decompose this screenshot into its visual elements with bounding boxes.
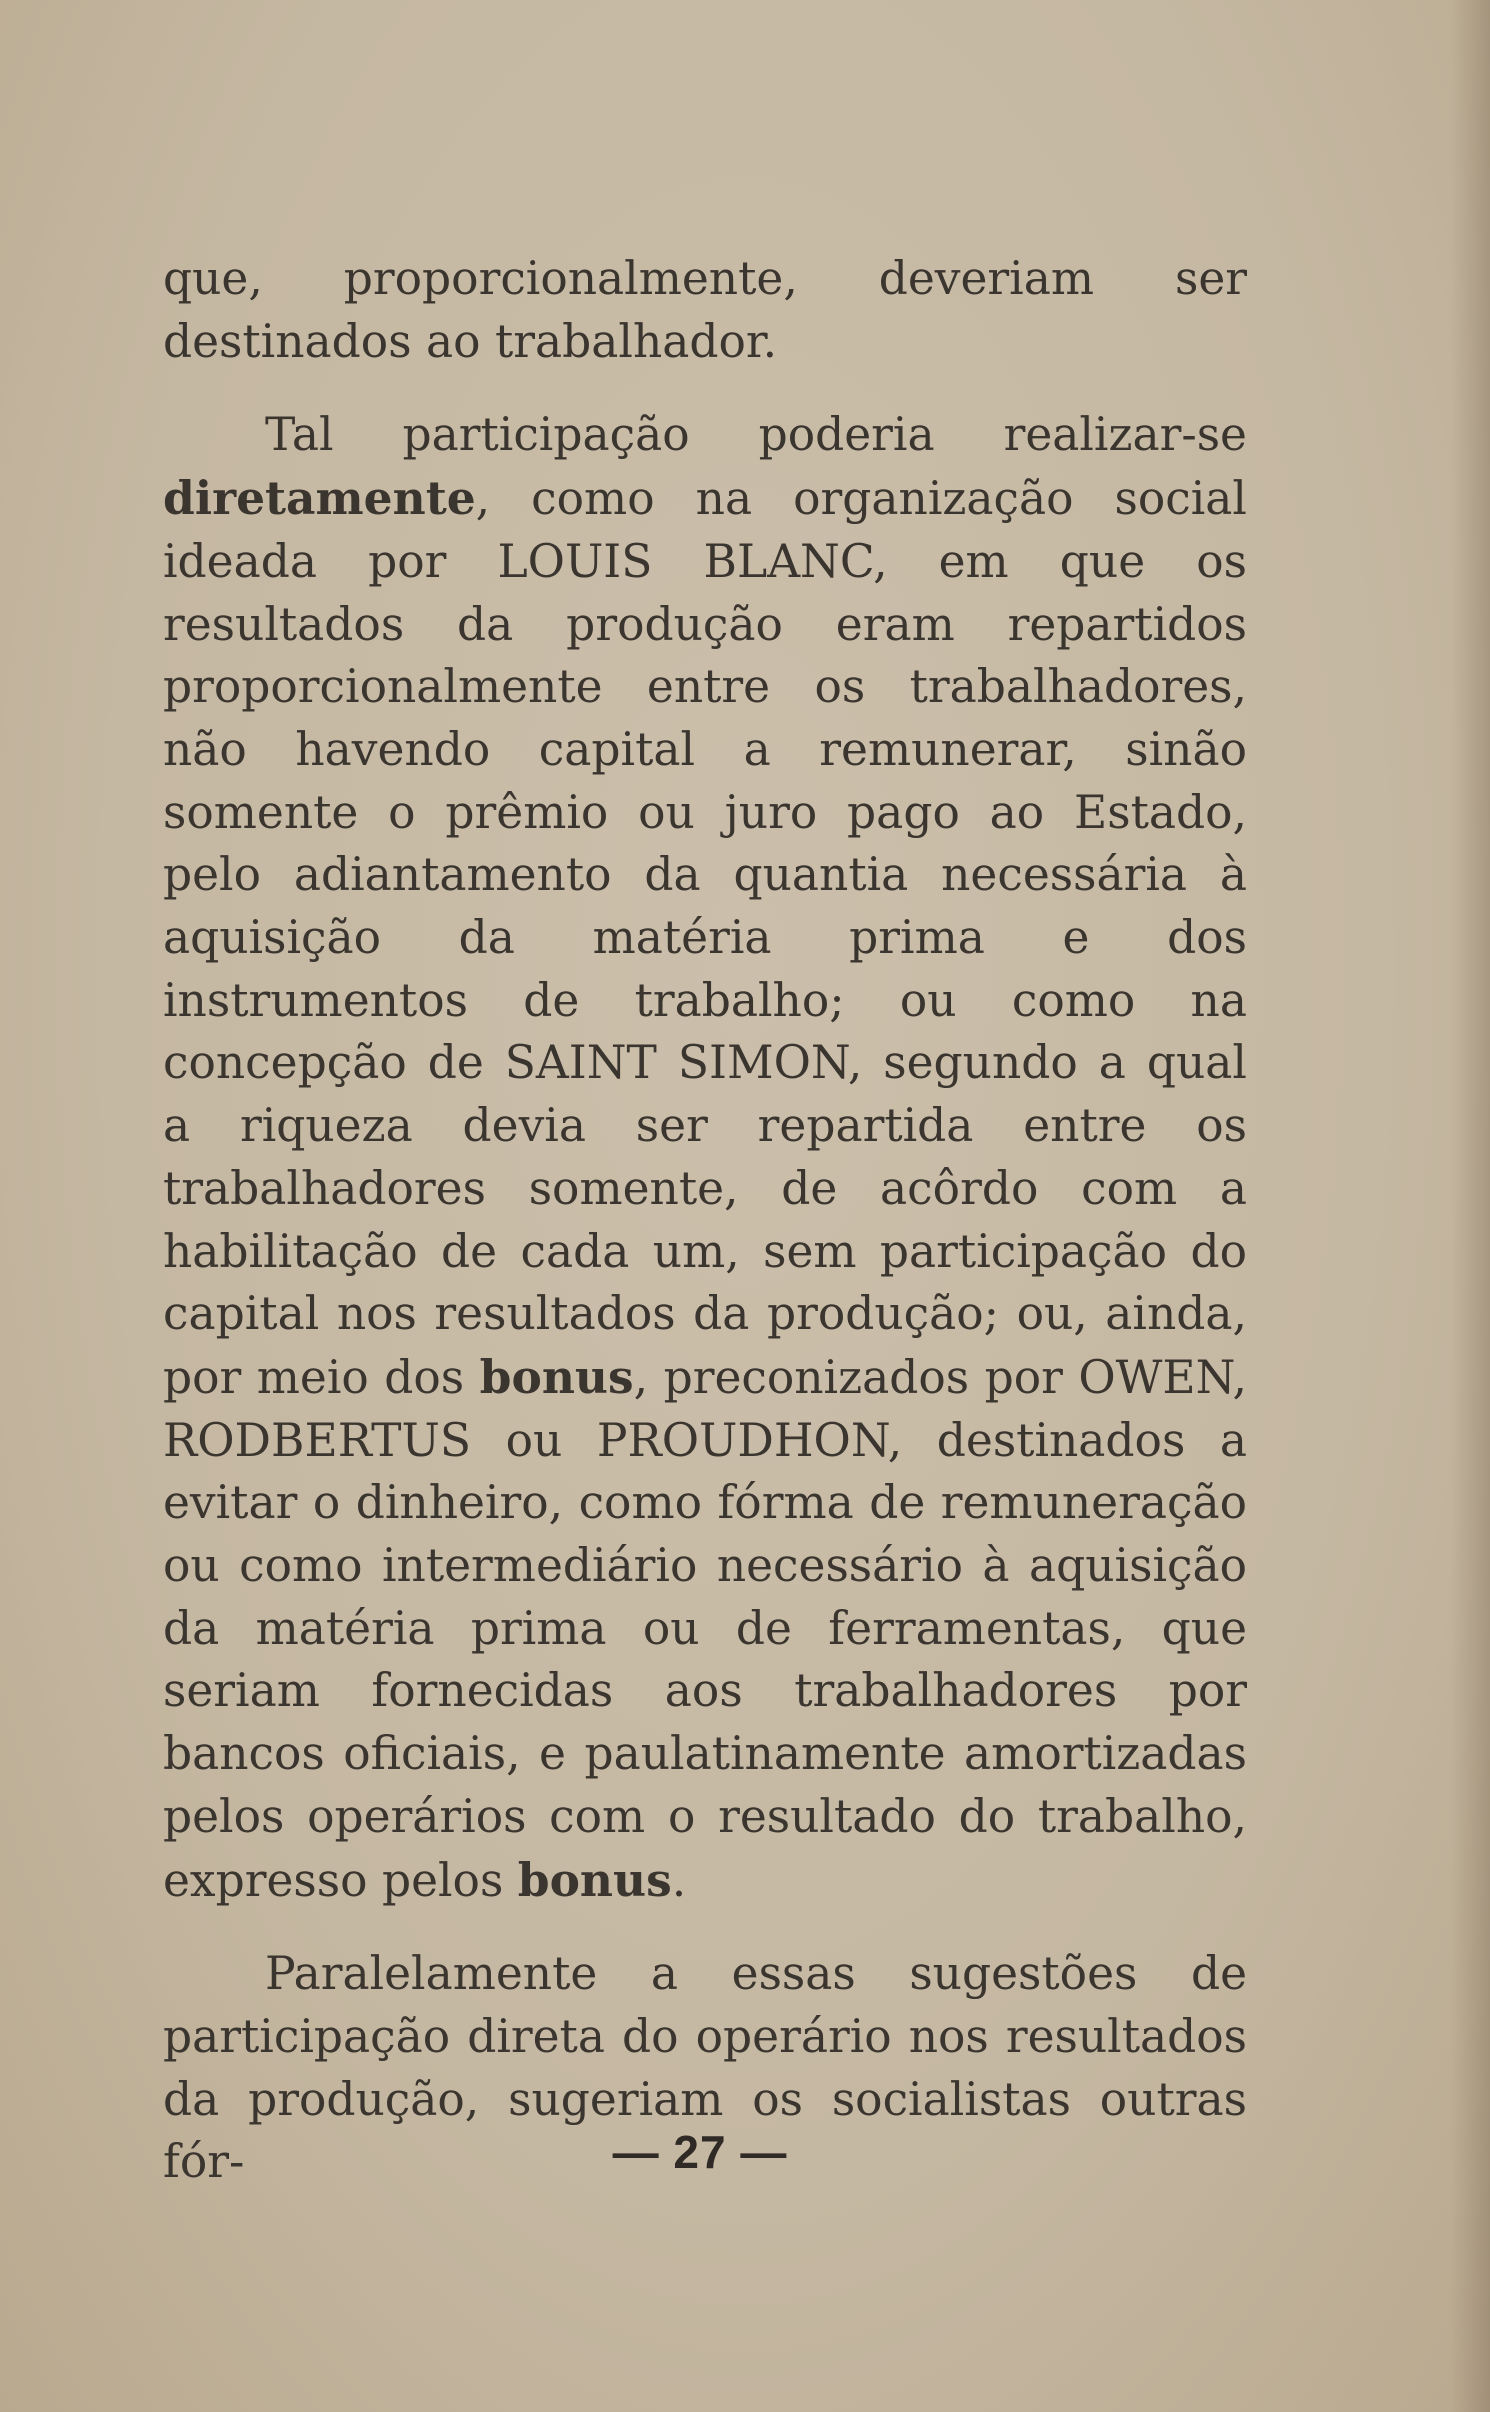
page-body: [163, 248, 1247, 2194]
paragraph-text-segment: .: [671, 1853, 687, 1907]
paragraph-text-segment: Tal participação poderia realizar-se: [265, 408, 1247, 462]
emphasis-term: diretamente: [163, 471, 476, 526]
emphasis-term: bonus: [517, 1852, 672, 1907]
emphasis-term: bonus: [479, 1349, 634, 1404]
paragraph-text-segment: , preconizados por OWEN, RODBERTUS ou PROUDHON, destinados a evitar o dinheiro, como fórma de remuneração ou como intermediário necessário à aquisição da matéria prima ou de ferramentas, que seriam fornecidas aos trabalhadores por bancos oficiais, e paulatinamente amortizadas pelos operários com o resultado do trabalho, expresso pelos: [163, 1350, 1247, 1907]
paragraph-parallel: Paralelamente a essas sugestões de participação direta do operário nos resultados da produção, sugeriam os socialistas outras fór-: [163, 1947, 1247, 2189]
paragraph-continuation: que, proporcionalmente, deveriam ser destinados ao trabalhador.: [163, 252, 1247, 368]
page-number: — 27 —: [612, 2126, 788, 2178]
page-edge-shadow: [1450, 0, 1490, 2412]
paragraph-participation: [163, 404, 1247, 1912]
paragraph-text-segment: , como na organização social ideada por LOUIS BLANC, em que os resultados da produção eram repartidos proporcionalmente entre os trabalhadores, não havendo capital a remunerar, sinão somente o prêmio ou juro pago ao Estado, pelo adiantamento da quantia necessária à aquisição da matéria prima e dos instrumentos de trabalho; ou como na concepção de SAINT SIMON, segundo a qual a riqueza devia ser repartida entre os trabalhadores somente, de acôrdo com a habilitação de cada um, sem participação do capital nos resultados da produção; ou, ainda, por meio dos: [163, 472, 1247, 1404]
